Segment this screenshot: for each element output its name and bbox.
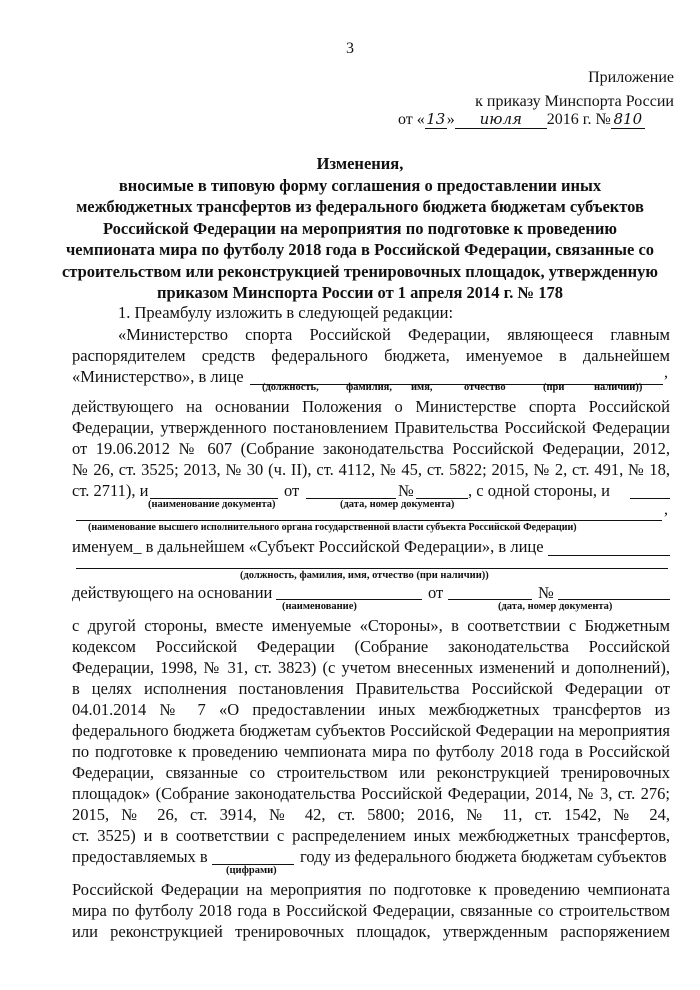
body-line: 2015, № 26, ст. 3914, № 42, ст. 5800; 2016, № 11, ст. 1542, № 24, [72, 805, 670, 824]
body-line: с другой стороны, вместе именуемые «Стороны», в соответствии с Бюджетным [72, 616, 670, 635]
body-line: ст. 3525) и в соответствии с распределением иных межбюджетных трансфертов, [72, 826, 670, 845]
body-line: действующего на основании [72, 583, 273, 602]
body-line: Федерации, связанные со строительством или реконструкцией тренировочных [72, 763, 670, 782]
page-number: 3 [346, 40, 354, 57]
body-line: 04.01.2014 № 7 «О предоставлении иных межбюджетных трансфертов из [72, 700, 670, 719]
document-title [60, 153, 660, 304]
caption: отчество [464, 382, 506, 393]
caption: (должность, фамилия, имя, отчество (при наличии)) [240, 570, 489, 581]
caption: (цифрами) [226, 865, 277, 876]
body-line: «Министерство», в лице [72, 367, 244, 386]
date-day: 13 [426, 110, 446, 128]
blank-line [76, 520, 662, 521]
body-line: Федерации, 1998, № 31, ст. 3823) (с учетом внесенных изменений и дополнений), [72, 658, 670, 677]
appendix-date-line [398, 110, 645, 129]
body-line: № 26, ст. 3525; 2013, № 30 (ч. II), ст. 4112, № 45, ст. 5822; 2015, № 2, ст. 491, № 18, [72, 460, 670, 479]
caption: наличии)) [594, 382, 643, 393]
body-line: площадок» (Собрание законодательства Российской Федерации, 2014, № 3, ст. 276; [72, 784, 670, 803]
body-text: , с одной стороны, и [468, 481, 610, 500]
body-text: от [428, 583, 444, 602]
body-line: в целях исполнения постановления Правительства Российской Федерации от [72, 679, 670, 698]
caption: имя, [411, 382, 433, 393]
date-year: 2016 г. № [546, 111, 611, 128]
body-line: именуем_ в дальнейшем «Субъект Российской Федерации», в лице [72, 537, 544, 556]
caption: (наименование высшего исполнительного органа государственной власти субъекта Российской Федерации) [88, 522, 577, 533]
body-line: по подготовке к проведению чемпионата мира по футболу 2018 года в Российской [72, 742, 670, 761]
body-line: Российской Федерации на мероприятия по подготовке к проведению чемпионата [72, 880, 670, 899]
body-line: мира по футболу 2018 года в Российской Федерации, связанные со строительством [72, 901, 670, 920]
body-line: или реконструкцией тренировочных площадок, утвержденным распоряжением [72, 922, 670, 941]
blank-line [76, 568, 668, 569]
body-text: году из федерального бюджета бюджетам субъектов [300, 847, 667, 866]
blank-line [548, 555, 670, 556]
body-line: Федерации, утвержденного постановлением Правительства Российской Федерации [72, 418, 670, 437]
title-line: Российской Федерации на мероприятия по подготовке к проведению [102, 218, 617, 238]
body-line: от 19.06.2012 № 607 (Собрание законодательства Российской Федерации, 2012, [72, 439, 670, 458]
blank-line [448, 599, 532, 600]
paragraph-1-heading: 1. Преамбулу изложить в следующей редакции: [118, 303, 454, 322]
caption: (наименование документа) [148, 499, 276, 510]
title-line: чемпионата мира по футболу 2018 года в Российской Федерации, связанные со [65, 240, 655, 259]
caption: (дата, номер документа) [498, 601, 613, 612]
caption: (дата, номер документа) [340, 499, 455, 510]
blank-line [276, 599, 422, 600]
body-line: распорядителем средств федерального бюджета, именуемое в дальнейшем [72, 346, 670, 365]
caption: (наименование) [282, 601, 357, 612]
title-line: приказом Минспорта России от 1 апреля 2014 г. № 178 [157, 283, 563, 302]
appendix-label: Приложение [588, 69, 674, 86]
title-line: строительством или реконструкцией тренировочных площадок, утвержденную [61, 261, 659, 281]
body-line: федерального бюджета бюджетам субъектов Российской Федерации на мероприятия [72, 721, 670, 740]
body-line: действующего на основании Положения о Министерстве спорта Российской [72, 397, 670, 416]
blank-line [630, 498, 670, 499]
date-sep: » [446, 111, 455, 128]
body-text: от [284, 481, 300, 500]
body-line: предоставляемых в [72, 847, 208, 866]
date-month: июля [455, 110, 547, 129]
comma: , [664, 501, 668, 518]
date-prefix: от « [398, 111, 425, 128]
comma: , [664, 364, 668, 381]
body-text: № [538, 583, 554, 602]
appendix-order-ref: к приказу Минспорта России [475, 93, 674, 110]
caption: (при [543, 382, 565, 393]
caption: (должность, [262, 382, 319, 393]
body-text: № [398, 481, 414, 500]
title-line: вносимые в типовую форму соглашения о предоставлении иных [118, 175, 602, 195]
body-line: кодексом Российской Федерации (Собрание законодательства Российской [72, 637, 670, 656]
caption: фамилия, [346, 382, 392, 393]
title-line: межбюджетных трансфертов из федерального бюджета бюджетам субъектов [76, 197, 644, 216]
title-line: Изменения, [316, 154, 404, 173]
body-line: ст. 2711), и [72, 481, 149, 500]
body-line: «Министерство спорта Российской Федерации, являющееся главным [118, 325, 670, 344]
blank-line [558, 599, 670, 600]
order-number: 810 [611, 110, 645, 129]
